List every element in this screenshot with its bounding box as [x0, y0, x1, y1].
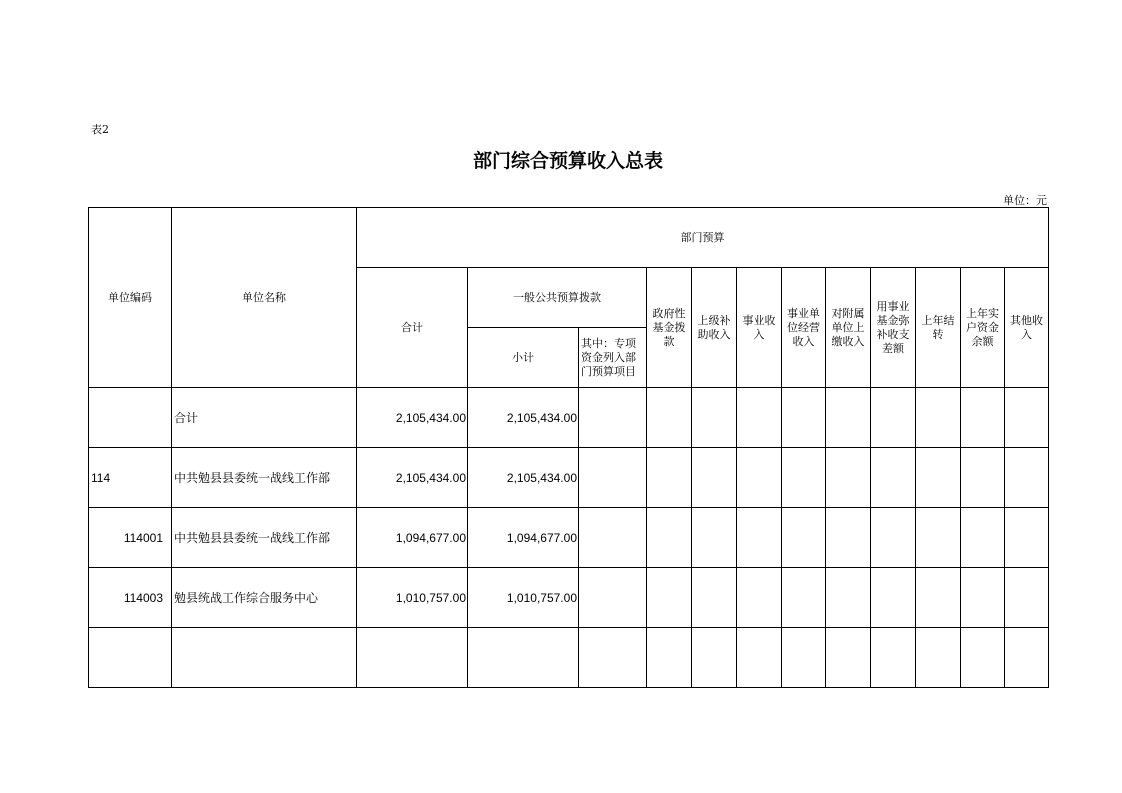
table-row [89, 508, 1049, 568]
unit-label: 单位：元 [1003, 194, 1047, 207]
unit-code-cell: 114 [89, 448, 172, 508]
unit-name-cell: 勉县统战工作综合服务中心 [172, 568, 357, 628]
empty-cell [1005, 628, 1049, 688]
empty-cell [916, 568, 961, 628]
empty-cell [961, 388, 1005, 448]
empty-cell [737, 448, 782, 508]
header-last-year-carryover: 上年结转 [916, 268, 961, 388]
empty-cell [916, 628, 961, 688]
subtotal-cell: 1,010,757.00 [468, 568, 579, 628]
unit-name-cell [172, 628, 357, 688]
subtotal-cell: 2,105,434.00 [468, 448, 579, 508]
header-special-included: 其中：专项资金列入部门预算项目 [579, 328, 647, 388]
subtotal-cell: 2,105,434.00 [468, 388, 579, 448]
unit-code-cell [89, 388, 172, 448]
empty-cell [961, 508, 1005, 568]
unit-name-cell: 中共勉县县委统一战线工作部 [172, 508, 357, 568]
empty-cell [871, 568, 916, 628]
page-title: 部门综合预算收入总表 [472, 150, 663, 172]
income-summary-table [88, 207, 1049, 688]
subtotal-cell: 1,094,677.00 [468, 508, 579, 568]
empty-cell [1005, 388, 1049, 448]
header-superior-subsidy: 上级补助收入 [692, 268, 737, 388]
empty-cell [647, 508, 692, 568]
table-row [89, 448, 1049, 508]
empty-cell [692, 448, 737, 508]
empty-cell [961, 448, 1005, 508]
empty-cell [647, 388, 692, 448]
empty-cell [782, 628, 826, 688]
header-general-budget: 一般公共预算拨款 [468, 268, 647, 328]
header-gov-fund: 政府性基金拨款 [647, 268, 692, 388]
header-last-year-account-balance: 上年实户资金余额 [961, 268, 1005, 388]
empty-cell [916, 448, 961, 508]
empty-cell [782, 508, 826, 568]
header-business-unit-operating: 事业单位经营收入 [782, 268, 826, 388]
empty-cell [871, 388, 916, 448]
empty-cell [871, 628, 916, 688]
empty-cell [1005, 448, 1049, 508]
empty-cell [647, 628, 692, 688]
empty-cell [871, 508, 916, 568]
empty-cell [916, 508, 961, 568]
header-dept-budget: 部门预算 [357, 208, 1049, 268]
empty-cell [692, 568, 737, 628]
total-cell [357, 628, 468, 688]
empty-cell [579, 508, 647, 568]
unit-name-cell: 中共勉县县委统一战线工作部 [172, 448, 357, 508]
empty-cell [916, 388, 961, 448]
empty-cell [871, 448, 916, 508]
header-other-income: 其他收入 [1005, 268, 1049, 388]
header-business-fund-balance: 用事业基金弥补收支差额 [871, 268, 916, 388]
empty-cell [737, 628, 782, 688]
empty-cell [961, 628, 1005, 688]
table-number: 表2 [91, 123, 109, 136]
empty-cell [826, 448, 871, 508]
unit-name-cell: 合计 [172, 388, 357, 448]
empty-cell [1005, 508, 1049, 568]
empty-cell [826, 508, 871, 568]
empty-cell [692, 628, 737, 688]
empty-cell [579, 628, 647, 688]
unit-code-cell: 114001 [89, 508, 172, 568]
empty-cell [737, 568, 782, 628]
empty-cell [782, 388, 826, 448]
empty-cell [737, 388, 782, 448]
header-business-income: 事业收入 [737, 268, 782, 388]
unit-code-cell [89, 628, 172, 688]
header-unit-code: 单位编码 [89, 208, 172, 388]
empty-cell [579, 388, 647, 448]
header-unit-name: 单位名称 [172, 208, 357, 388]
empty-cell [579, 568, 647, 628]
empty-cell [826, 628, 871, 688]
empty-cell [826, 388, 871, 448]
table-row [89, 628, 1049, 688]
empty-cell [647, 448, 692, 508]
empty-cell [826, 568, 871, 628]
empty-cell [782, 448, 826, 508]
header-total: 合计 [357, 268, 468, 388]
empty-cell [692, 388, 737, 448]
subtotal-cell [468, 628, 579, 688]
empty-cell [692, 508, 737, 568]
total-cell: 1,094,677.00 [357, 508, 468, 568]
total-cell: 1,010,757.00 [357, 568, 468, 628]
empty-cell [647, 568, 692, 628]
empty-cell [737, 508, 782, 568]
header-row-1 [89, 208, 1049, 268]
total-cell: 2,105,434.00 [357, 388, 468, 448]
empty-cell [782, 568, 826, 628]
total-cell: 2,105,434.00 [357, 448, 468, 508]
table-row [89, 388, 1049, 448]
empty-cell [1005, 568, 1049, 628]
empty-cell [961, 568, 1005, 628]
empty-cell [579, 448, 647, 508]
header-subtotal: 小计 [468, 328, 579, 388]
unit-code-cell: 114003 [89, 568, 172, 628]
header-affiliated-unit-payment: 对附属单位上缴收入 [826, 268, 871, 388]
table-row [89, 568, 1049, 628]
